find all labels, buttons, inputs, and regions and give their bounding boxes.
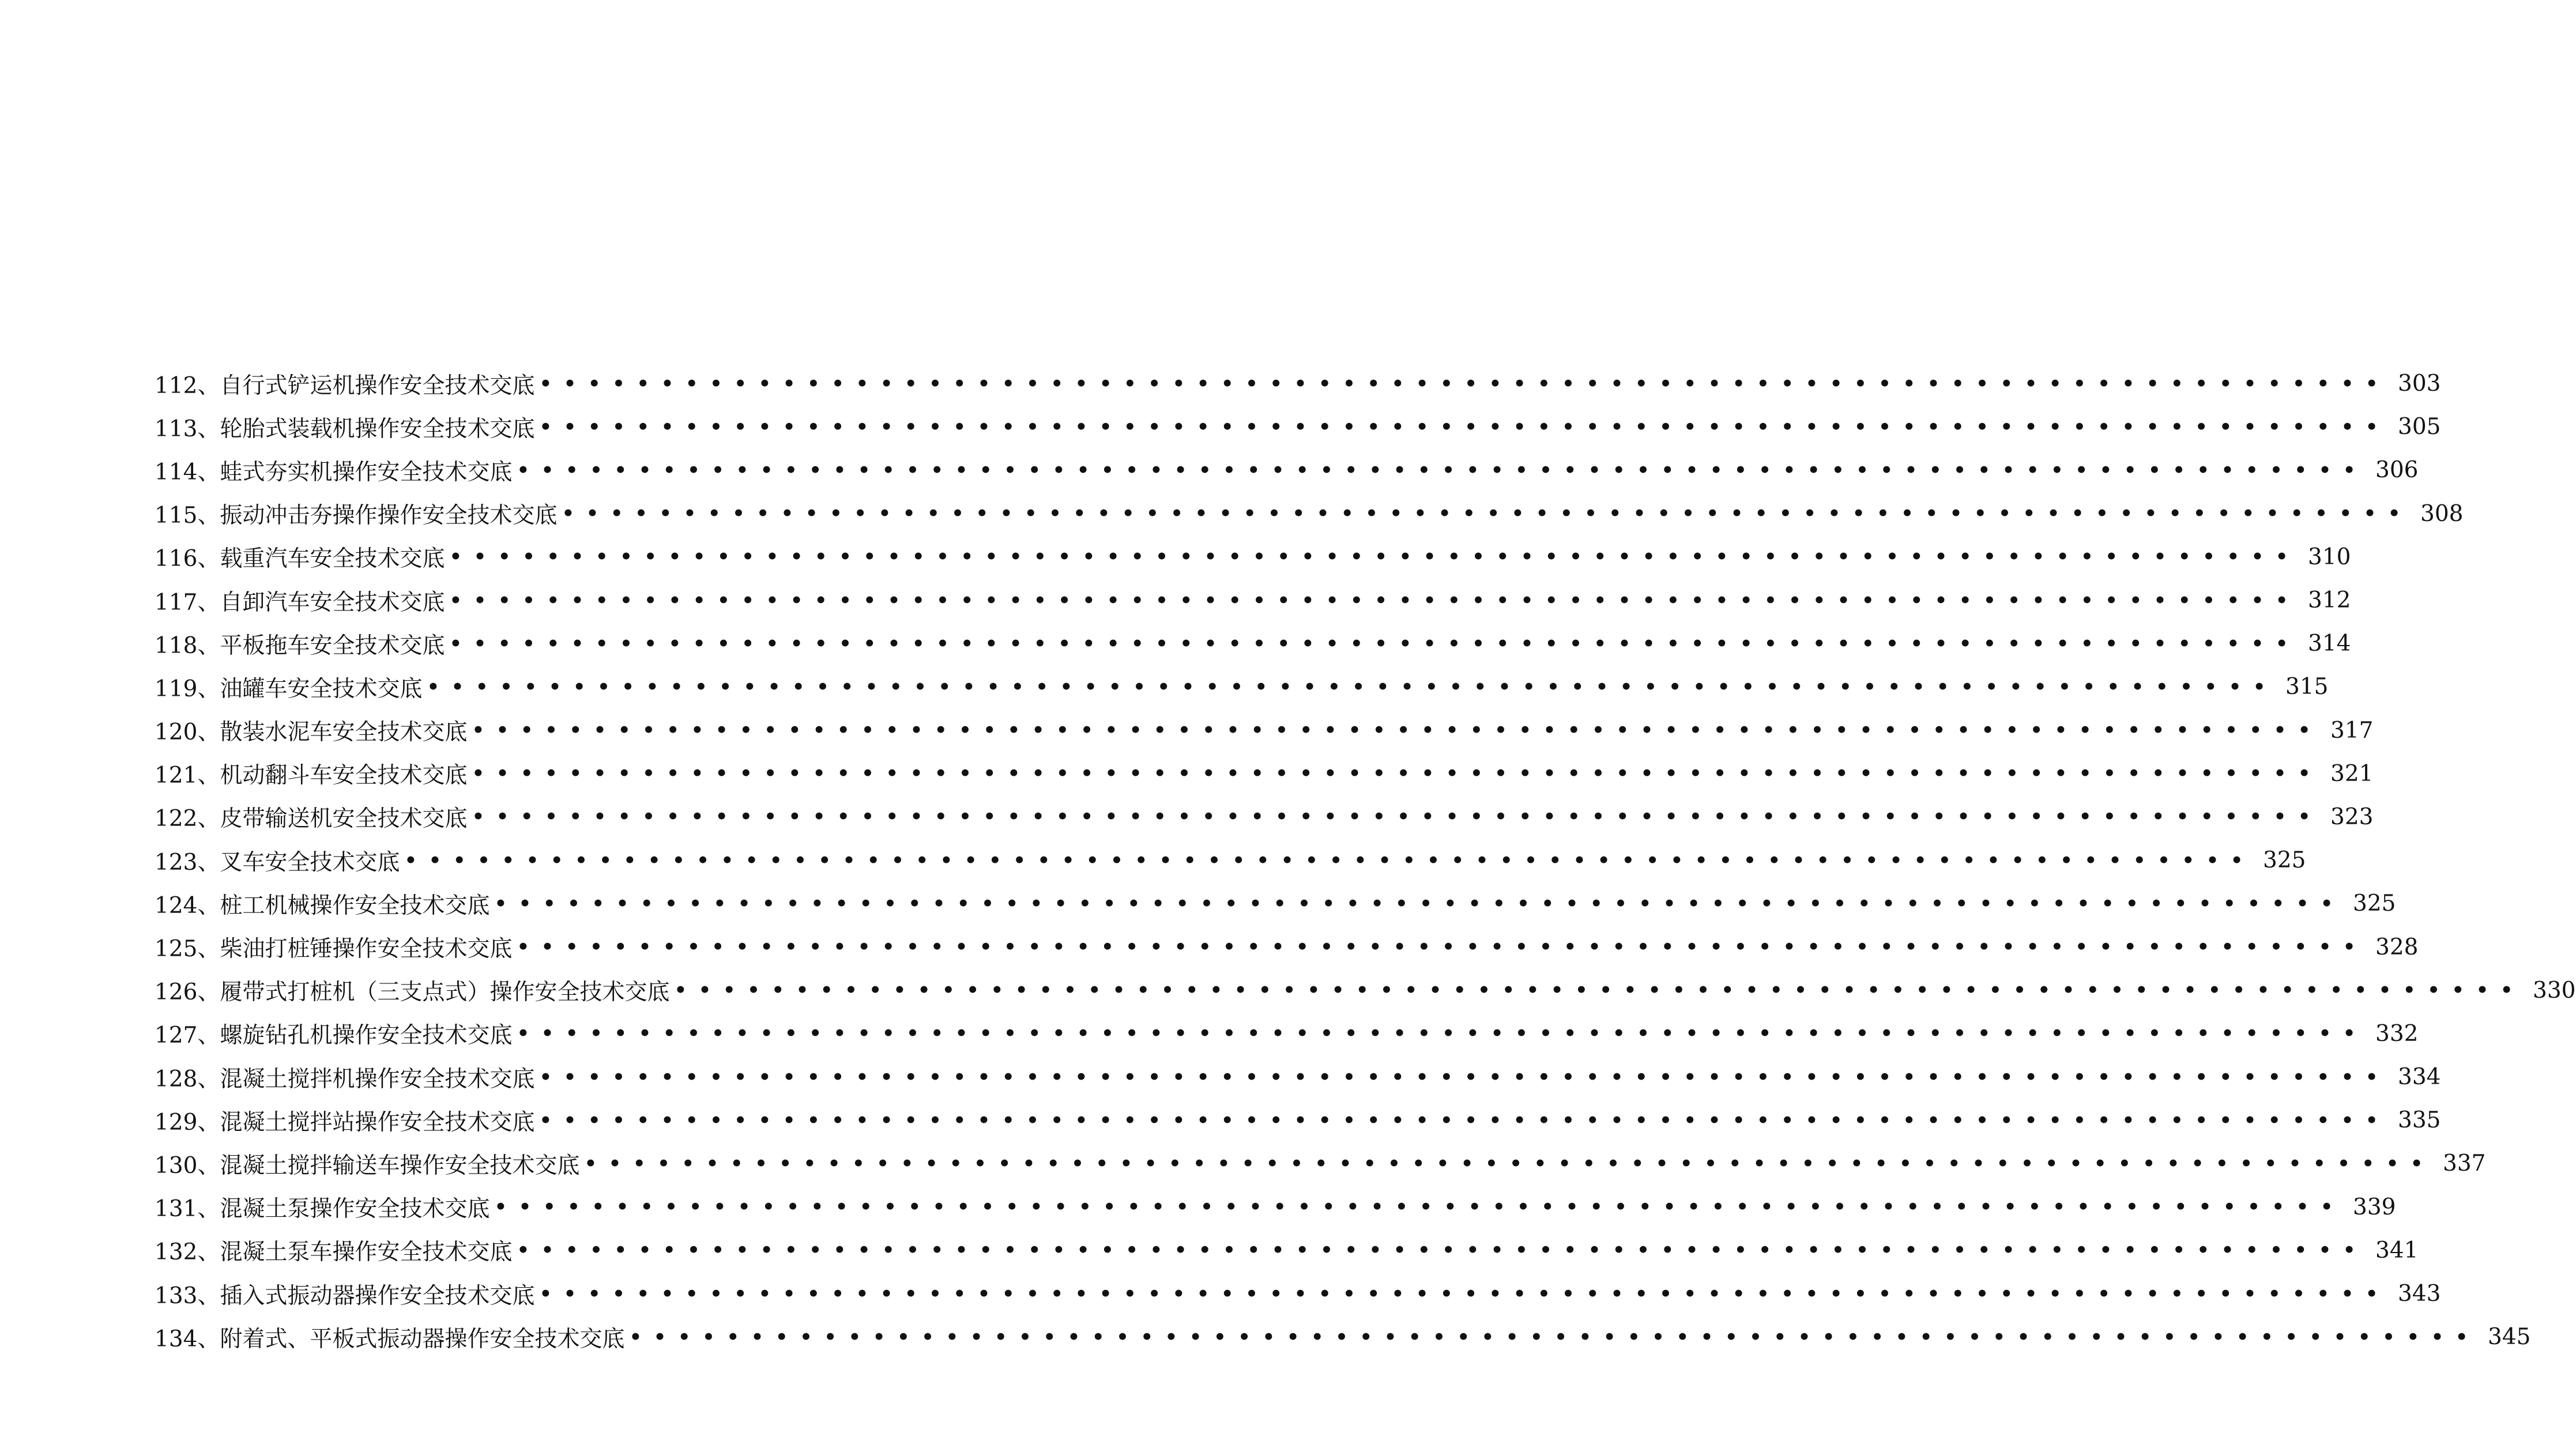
toc-page-number: 328 bbox=[2375, 934, 2419, 960]
toc-dot-leader: •••••••••••••••••••••••••••••••••••••••••••••••••••••••••••••••••••••••••••• bbox=[517, 936, 2368, 959]
toc-entry-118[interactable] bbox=[155, 622, 2351, 665]
toc-entry-133[interactable] bbox=[155, 1272, 2441, 1315]
toc-entry-title: 117、自卸汽车安全技术交底 bbox=[155, 589, 445, 616]
toc-page-number: 314 bbox=[2308, 631, 2351, 657]
toc-page-number: 325 bbox=[2263, 847, 2306, 874]
toc-page-number: 334 bbox=[2398, 1064, 2441, 1091]
toc-dot-leader: •••••••••••••••••••••••••••••••••••••••••••••••••••••••••••••••••••••••••••• bbox=[494, 1195, 2345, 1219]
toc-page-number: 323 bbox=[2330, 804, 2374, 830]
toc-entry-122[interactable] bbox=[155, 795, 2374, 839]
toc-page-number: 306 bbox=[2375, 457, 2419, 484]
toc-page-number: 308 bbox=[2420, 500, 2464, 527]
toc-dot-leader: •••••••••••••••••••••••••••••••••••••••••••••••••••••••••••••••••••••••••••• bbox=[584, 1152, 2435, 1175]
toc-entry-134[interactable] bbox=[155, 1315, 2531, 1359]
toc-dot-leader: •••••••••••••••••••••••••••••••••••••••••••••••••••••••••••••••••••••••••••• bbox=[517, 1022, 2368, 1046]
toc-dot-leader: •••••••••••••••••••••••••••••••••••••••••••••••••••••••••••••••••••••••••••• bbox=[539, 1065, 2390, 1089]
toc-dot-leader: •••••••••••••••••••••••••••••••••••••••••••••••••••••••••••••••••••••••••••• bbox=[404, 848, 2255, 872]
toc-entry-title: 121、机动翻斗车安全技术交底 bbox=[155, 763, 468, 789]
toc-dot-leader: •••••••••••••••••••••••••••••••••••••••••••••••••••••••••••••••••••••••••••• bbox=[449, 589, 2300, 612]
toc-page-number: 345 bbox=[2488, 1324, 2531, 1351]
toc-page-number: 341 bbox=[2375, 1237, 2419, 1263]
toc-entry-124[interactable] bbox=[155, 882, 2396, 925]
toc-entry-132[interactable] bbox=[155, 1229, 2419, 1272]
toc-page-number: 332 bbox=[2375, 1020, 2419, 1047]
toc-page-number: 335 bbox=[2398, 1107, 2441, 1134]
toc-dot-leader: •••••••••••••••••••••••••••••••••••••••••••••••••••••••••••••••••••••••••••• bbox=[539, 372, 2390, 395]
toc-dot-leader: •••••••••••••••••••••••••••••••••••••••••••••••••••••••••••••••••••••••••••• bbox=[472, 762, 2323, 786]
toc-page-number: 337 bbox=[2443, 1151, 2486, 1177]
toc-entry-114[interactable] bbox=[155, 448, 2419, 492]
toc-dot-leader: •••••••••••••••••••••••••••••••••••••••••••••••••••••••••••••••••••••••••••• bbox=[472, 805, 2323, 829]
toc-page-number: 315 bbox=[2285, 674, 2329, 700]
toc-entry-title: 119、油罐车安全技术交底 bbox=[155, 676, 423, 702]
toc-entry-117[interactable] bbox=[155, 579, 2351, 622]
toc-page-number: 303 bbox=[2398, 371, 2441, 397]
toc-entry-title: 112、自行式铲运机操作安全技术交底 bbox=[155, 372, 535, 399]
toc-entry-115[interactable] bbox=[155, 492, 2464, 535]
toc-entry-116[interactable] bbox=[155, 535, 2351, 579]
toc-entry-title: 131、混凝土泵操作安全技术交底 bbox=[155, 1196, 490, 1223]
toc-entry-120[interactable] bbox=[155, 709, 2374, 752]
toc-page-number: 312 bbox=[2308, 587, 2351, 614]
toc-dot-leader: •••••••••••••••••••••••••••••••••••••••••••••••••••••••••••••••••••••••••••• bbox=[517, 458, 2368, 482]
toc-entry-119[interactable] bbox=[155, 665, 2329, 708]
toc-entry-title: 125、柴油打桩锤操作安全技术交底 bbox=[155, 936, 513, 963]
toc-entry-title: 118、平板拖车安全技术交底 bbox=[155, 632, 445, 659]
toc-entry-title: 130、混凝土搅拌输送车操作安全技术交底 bbox=[155, 1152, 580, 1179]
toc-page-number: 317 bbox=[2330, 717, 2374, 744]
toc-entry-130[interactable] bbox=[155, 1142, 2486, 1185]
toc-entry-123[interactable] bbox=[155, 839, 2306, 882]
toc-entry-112[interactable] bbox=[155, 362, 2441, 405]
table-of-contents bbox=[155, 362, 2576, 1359]
toc-page-number: 310 bbox=[2308, 544, 2351, 570]
toc-entry-title: 116、载重汽车安全技术交底 bbox=[155, 546, 445, 572]
toc-entry-121[interactable] bbox=[155, 752, 2374, 795]
toc-dot-leader: •••••••••••••••••••••••••••••••••••••••••••••••••••••••••••••••••••••••••••• bbox=[539, 415, 2390, 439]
toc-dot-leader: •••••••••••••••••••••••••••••••••••••••••••••••••••••••••••••••••••••••••••• bbox=[629, 1325, 2480, 1349]
toc-dot-leader: •••••••••••••••••••••••••••••••••••••••••••••••••••••••••••••••••••••••••••• bbox=[674, 979, 2525, 1002]
toc-dot-leader: •••••••••••••••••••••••••••••••••••••••••••••••••••••••••••••••••••••••••••• bbox=[539, 1108, 2390, 1132]
toc-dot-leader: •••••••••••••••••••••••••••••••••••••••••••••••••••••••••••••••••••••••••••• bbox=[449, 632, 2300, 655]
toc-page-number: 305 bbox=[2398, 414, 2441, 440]
toc-dot-leader: •••••••••••••••••••••••••••••••••••••••••••••••••••••••••••••••••••••••••••• bbox=[449, 545, 2300, 569]
toc-dot-leader: •••••••••••••••••••••••••••••••••••••••••••••••••••••••••••••••••••••••••••• bbox=[562, 502, 2413, 526]
toc-dot-leader: •••••••••••••••••••••••••••••••••••••••••••••••••••••••••••••••••••••••••••• bbox=[539, 1282, 2390, 1306]
toc-entry-127[interactable] bbox=[155, 1012, 2419, 1055]
toc-entry-125[interactable] bbox=[155, 925, 2419, 968]
toc-entry-113[interactable] bbox=[155, 405, 2441, 448]
toc-page-number: 325 bbox=[2353, 891, 2396, 917]
toc-entry-title: 115、振动冲击夯操作操作安全技术交底 bbox=[155, 503, 558, 529]
toc-entry-title: 113、轮胎式装载机操作安全技术交底 bbox=[155, 416, 535, 442]
toc-entry-126[interactable] bbox=[155, 969, 2576, 1012]
toc-entry-128[interactable] bbox=[155, 1055, 2441, 1099]
toc-entry-title: 134、附着式、平板式振动器操作安全技术交底 bbox=[155, 1326, 625, 1352]
toc-dot-leader: •••••••••••••••••••••••••••••••••••••••••••••••••••••••••••••••••••••••••••• bbox=[517, 1239, 2368, 1262]
toc-entry-title: 127、螺旋钻孔机操作安全技术交底 bbox=[155, 1023, 513, 1049]
toc-entry-title: 123、叉车安全技术交底 bbox=[155, 849, 400, 876]
toc-dot-leader: •••••••••••••••••••••••••••••••••••••••••••••••••••••••••••••••••••••••••••• bbox=[427, 675, 2278, 699]
toc-entry-title: 120、散装水泥车安全技术交底 bbox=[155, 719, 468, 746]
toc-page-number: 321 bbox=[2330, 760, 2374, 787]
toc-page-number: 330 bbox=[2533, 977, 2576, 1004]
toc-page-number: 339 bbox=[2353, 1194, 2396, 1220]
toc-entry-131[interactable] bbox=[155, 1186, 2396, 1229]
toc-entry-title: 128、混凝土搅拌机操作安全技术交底 bbox=[155, 1066, 535, 1092]
toc-page-number: 343 bbox=[2398, 1281, 2441, 1307]
toc-dot-leader: •••••••••••••••••••••••••••••••••••••••••••••••••••••••••••••••••••••••••••• bbox=[472, 719, 2323, 742]
toc-entry-title: 129、混凝土搅拌站操作安全技术交底 bbox=[155, 1109, 535, 1136]
toc-entry-title: 114、蛙式夯实机操作安全技术交底 bbox=[155, 459, 513, 485]
toc-entry-title: 133、插入式振动器操作安全技术交底 bbox=[155, 1283, 535, 1309]
toc-entry-129[interactable] bbox=[155, 1099, 2441, 1142]
toc-dot-leader: •••••••••••••••••••••••••••••••••••••••••••••••••••••••••••••••••••••••••••• bbox=[494, 892, 2345, 915]
toc-entry-title: 124、桩工机械操作安全技术交底 bbox=[155, 892, 490, 919]
toc-entry-title: 126、履带式打桩机（三支点式）操作安全技术交底 bbox=[155, 979, 670, 1006]
toc-entry-title: 122、皮带输送机安全技术交底 bbox=[155, 806, 468, 832]
toc-entry-title: 132、混凝土泵车操作安全技术交底 bbox=[155, 1239, 513, 1266]
